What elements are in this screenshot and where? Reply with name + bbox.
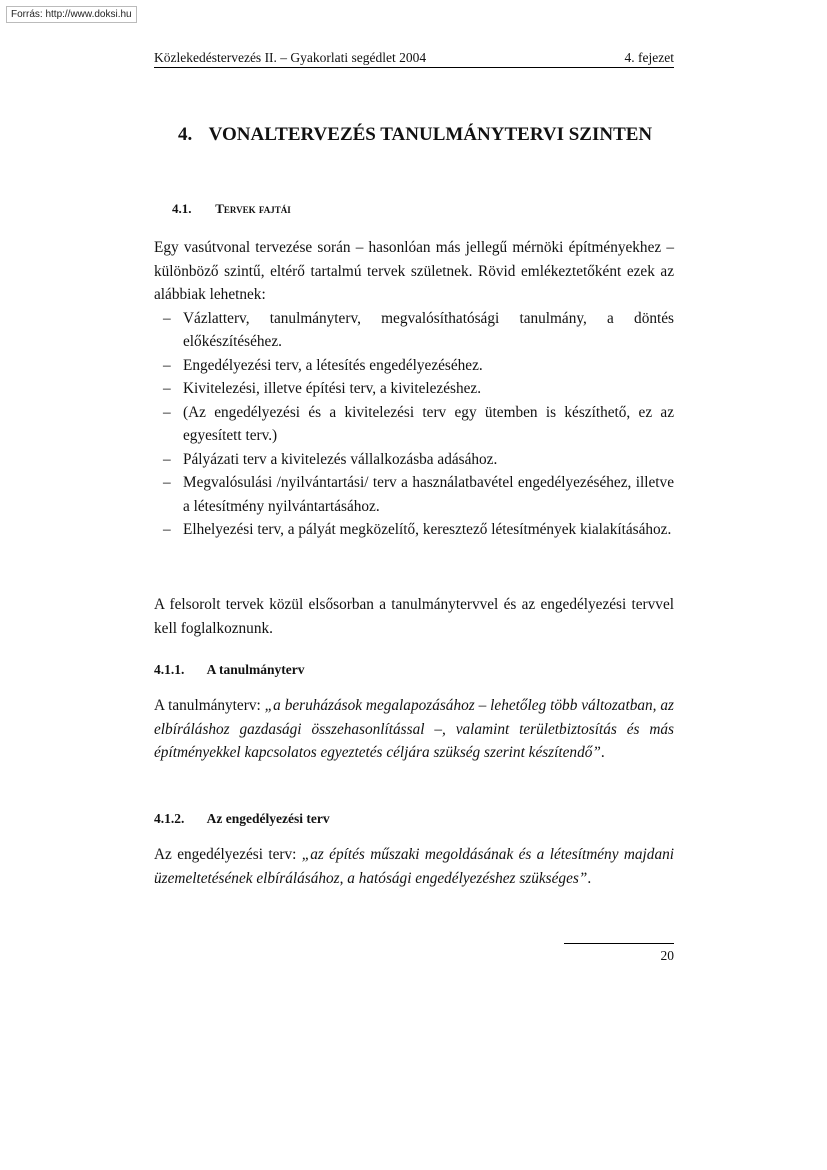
section-title: Tervek fajtái bbox=[215, 201, 291, 216]
list-item-text: Engedélyezési terv, a létesítés engedélyezéséhez. bbox=[183, 356, 483, 374]
subsection-heading-tanulmanyterv bbox=[154, 662, 305, 678]
list-item-text: Vázlatterv, tanulmányterv, megvalósíthatósági tanulmány, a döntés előkészítéséhez. bbox=[183, 309, 674, 350]
list-item bbox=[154, 307, 674, 354]
definition-lead: A tanulmányterv: bbox=[154, 697, 265, 714]
list-dash: – bbox=[163, 521, 171, 538]
source-label: Forrás: http://www.doksi.hu bbox=[6, 6, 137, 23]
definition-quote: „az építés műszaki megoldásának és a létesítmény majdani üzemeltetésének elbírálásához, a hatósági engedélyezéshez szükséges” bbox=[154, 846, 674, 887]
list-dash: – bbox=[163, 474, 171, 491]
list-item-text: (Az engedélyezési és a kivitelezési terv egy ütemben is készíthető, ez az egyesített terv.) bbox=[183, 403, 674, 444]
definition-end: . bbox=[600, 744, 605, 761]
list-dash: – bbox=[163, 380, 171, 397]
footer-rule bbox=[564, 943, 674, 944]
tanulmanyterv-definition bbox=[154, 694, 674, 765]
chapter-title: VONALTERVEZÉS TANULMÁNYTERVI SZINTEN bbox=[208, 124, 653, 145]
list-item bbox=[154, 354, 674, 378]
intro-block bbox=[154, 236, 674, 542]
list-item bbox=[154, 377, 674, 401]
subsection-title: Az engedélyezési terv bbox=[206, 811, 330, 826]
list-item-text: Elhelyezési terv, a pályát megközelítő, keresztező létesítmények kialakításához. bbox=[183, 521, 672, 538]
subsection-number: 4.1.1. bbox=[154, 662, 185, 677]
plan-types-list bbox=[154, 307, 674, 542]
definition-end: . bbox=[587, 869, 592, 887]
subsection-title: A tanulmányterv bbox=[206, 662, 305, 677]
section-number: 4.1. bbox=[172, 201, 192, 216]
running-header bbox=[154, 50, 674, 68]
header-chapter: 4. fejezet bbox=[624, 50, 674, 65]
page-number: 20 bbox=[660, 948, 674, 963]
list-dash: – bbox=[163, 403, 171, 421]
engedelyezesi-definition bbox=[154, 843, 674, 890]
list-item bbox=[154, 518, 674, 542]
list-item-text: Kivitelezési, illetve építési terv, a kivitelezéshez. bbox=[183, 380, 482, 397]
definition-lead: Az engedélyezési terv: bbox=[154, 846, 302, 863]
subsection-heading-engedelyezesi bbox=[154, 811, 330, 827]
subsection-number: 4.1.2. bbox=[154, 811, 185, 826]
section-heading bbox=[172, 201, 291, 217]
header-title: Közlekedéstervezés II. – Gyakorlati segédlet 2004 bbox=[154, 50, 427, 65]
summary-paragraph: A felsorolt tervek közül elsősorban a tanulmánytervvel és az engedélyezési tervvel kell foglalkoznunk. bbox=[154, 596, 674, 637]
list-dash: – bbox=[163, 356, 171, 374]
definition-quote: „a beruházások megalapozásához – lehetőleg több változatban, az elbíráláshoz gazdasági összehasonlítással –, valamint területbiztosítás és más építményekkel kapcsolatos egyeztetés céljára szükség szerint készítendő” bbox=[154, 697, 674, 761]
list-dash: – bbox=[163, 450, 171, 468]
chapter-number: 4. bbox=[178, 124, 193, 145]
list-item bbox=[154, 448, 674, 472]
chapter-heading bbox=[178, 124, 652, 146]
intro-paragraph: Egy vasútvonal tervezése során – hasonlóan más jellegű mérnöki építményekhez – különböző szintű, eltérő tartalmú tervek születnek. Rövid emlékeztetőként ezek az alábbiak lehetnek: bbox=[154, 239, 674, 303]
list-item bbox=[154, 401, 674, 448]
list-item-text: Megvalósulási /nyilvántartási/ terv a használatbavétel engedélyezéséhez, illetve a létesítmény nyilvántartásához. bbox=[183, 474, 674, 515]
list-item bbox=[154, 471, 674, 518]
list-item-text: Pályázati terv a kivitelezés vállalkozásba adásához. bbox=[183, 450, 498, 468]
list-dash: – bbox=[163, 309, 171, 327]
